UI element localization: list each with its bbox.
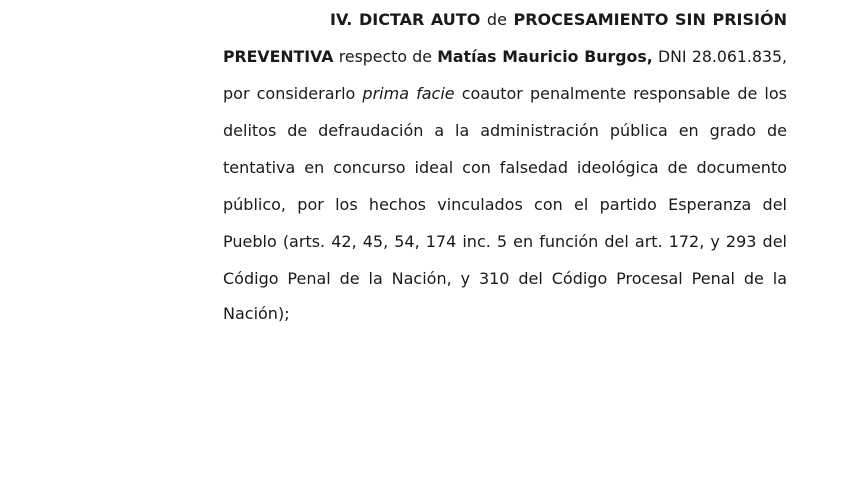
resolution-line-1 (330, 9, 787, 31)
resolution-line-2 (223, 46, 787, 68)
resolution-line-8: Código Penal de la Nación, y 310 del Código Procesal Penal de la (223, 269, 787, 288)
auto-word: AUTO (430, 10, 481, 29)
preventiva-word: PREVENTIVA (223, 47, 334, 66)
coautor-text: coautor penalmente responsable de los (461, 84, 787, 103)
resolution-line-6: público, por los hechos vinculados con el partido Esperanza del (223, 195, 787, 214)
dni-text: DNI 28.061.835, (657, 47, 788, 66)
procesamiento-word: PROCESAMIENTO (513, 10, 669, 29)
resolution-line-4: delitos de defraudación a la administración pública en grado de (223, 121, 787, 140)
resolution-line-3 (223, 83, 787, 105)
respecto-text: respecto de (338, 47, 432, 66)
resolution-line-5: tentativa en concurso ideal con falsedad ideológica de documento (223, 158, 787, 177)
prision-word: PRISIÓN (712, 10, 787, 29)
considerarlo-text: por considerarlo (223, 84, 356, 103)
prima-facie-text: prima facie (362, 84, 455, 103)
resolution-line-7: Pueblo (arts. 42, 45, 54, 174 inc. 5 en función del art. 172, y 293 del (223, 232, 787, 251)
resolution-numeral: IV. (330, 10, 353, 29)
defendant-name: Matías Mauricio Burgos, (437, 47, 653, 66)
sin-word: SIN (675, 10, 706, 29)
dictar-word: DICTAR (358, 10, 425, 29)
de-word: de (486, 10, 507, 29)
resolution-line-9: Nación); (223, 304, 290, 323)
